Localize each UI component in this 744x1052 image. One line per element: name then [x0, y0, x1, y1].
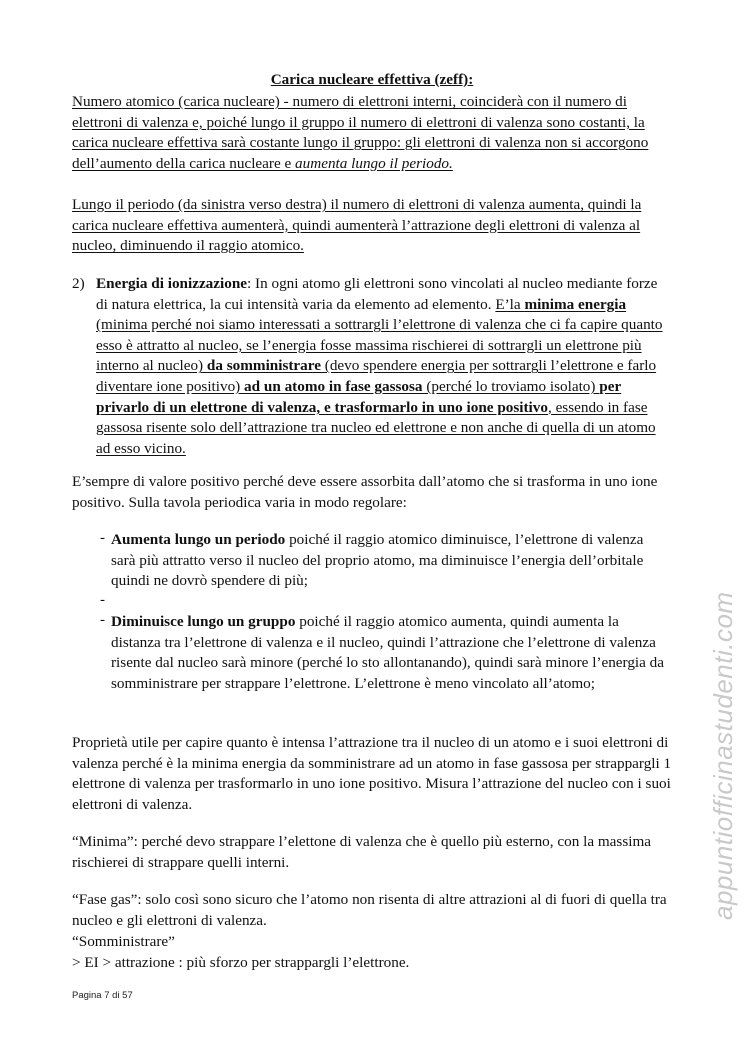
definition-e: (devo spendere energia per sottrargli l’elettrone e farlo diventare ione positivo): [96, 357, 657, 395]
watermark-text: appuntiofficinastudenti.com: [708, 591, 738, 920]
bullet-dash-3: -: [100, 612, 105, 628]
ionization-paragraph: [96, 274, 672, 459]
period-paragraph: Lungo il periodo (da sinistra verso destra) il numero di elettroni di valenza aumenta, quindi la carica nucleare effettiva aumenterà, quindi aumenterà l’attrazione degli elettroni di valenza al nucleo, diminuendo il raggio atomico.: [72, 196, 642, 255]
ionization-intro: : In ogni atomo gli elettroni sono vincolati al nucleo mediante forze di natura elettrica, la cui intensità varia da elemento ad elemento.: [96, 275, 658, 313]
definition-privarlo: per privarlo di un elettrone di valenza, e trasformarlo in uno ione positivo: [96, 377, 622, 416]
bullet-dash-1: -: [100, 530, 105, 546]
minima-paragraph: “Minima”: perché devo strappare l’elettone di valenza che è quello più esterno, con la massima rischierei di strappare quelli interni.: [72, 833, 652, 871]
definition-c: (minima perché noi siamo interessati a sottrargli l’elettrone di valenza che ci fa capire quanto esso è attratto al nucleo, se l’energia fosse massima rischierei di sottrargli un elettrone più interno al nucleo): [96, 316, 663, 375]
definition-somministrare: da somministrare: [206, 357, 321, 375]
bullet-dash-2: -: [100, 592, 105, 608]
definition-fase-gassosa: ad un atomo in fase gassosa: [244, 377, 423, 395]
fase-gas-paragraph: “Fase gas”: solo così sono sicuro che l’atomo non risenta di altre attrazioni al di fuori di quella tra nucleo e gli elettroni di valenza.: [72, 891, 667, 929]
ionization-heading: Energia di ionizzazione: [96, 275, 248, 292]
somministrare-line: “Somministrare”: [72, 933, 175, 950]
bullet-1-text: poiché il raggio atomico diminuisce, l’elettrone di valenza sarà più attratto verso il nucleo del proprio atomo, ma diminuisce l’energia dell’orbitale quindi ne dovrò spendere di più;: [111, 531, 644, 590]
ei-line: > EI > attrazione : più sforzo per strappargli l’elettrone.: [72, 954, 410, 971]
definition-tail: , essendo in fase gassosa risente solo dell’attrazione tra nucleo ed elettrone e non anche di quella di un atomo ad esso vicino.: [96, 398, 656, 457]
section-title: Carica nucleare effettiva (zeff):: [270, 71, 474, 88]
item-number: 2): [72, 275, 85, 292]
bullet-item-3: [111, 612, 671, 694]
zeff-paragraph: [72, 92, 672, 174]
property-paragraph: Proprietà utile per capire quanto è intensa l’attrazione tra il nucleo di un atomo e i suoi elettroni di valenza perché è la minima energia da somministrare ad un atomo in fase gassosa per strappargli 1 elettrone di valenza per trasformarlo in uno ione positivo. Misura l’attrazione del nucleo con i suoi elettroni di valenza.: [72, 734, 672, 813]
zeff-text: Numero atomico (carica nucleare) - numero di elettroni interni, coinciderà con il numero di elettroni di valenza e, poiché lungo il gruppo il numero di elettroni di valenza sono costanti, la carica nucleare effettiva sarà costante lungo il gruppo: gli elettroni di valenza non si accorgono dell’aumento della carica nucleare e: [72, 93, 649, 172]
bullet-3-text: poiché il raggio atomico aumenta, quindi aumenta la distanza tra l’elettrone di valenza e il nucleo, quindi l’attrazione che l’elettrone di valenza risente dal nucleo sarà minore (perché lo sto allontanando), quindi sarà minore l’energia da somministrare per strappare l’elettrone. L’elettrone è meno vincolato all’atomo;: [111, 613, 665, 692]
bullet-item-1: [111, 530, 671, 592]
definition-g: (perché lo troviamo isolato): [422, 377, 600, 395]
positive-paragraph: E’sempre di valore positivo perché deve essere assorbita dall’atomo che si trasforma in uno ione positivo. Sulla tavola periodica varia in modo regolare:: [72, 473, 658, 511]
bullet-1-bold: Aumenta lungo un periodo: [111, 531, 286, 548]
zeff-italic-text: aumenta lungo il periodo.: [295, 154, 453, 172]
definition-a: E’la: [495, 295, 525, 313]
page-footer: Pagina 7 di 57: [72, 990, 133, 1001]
definition-minima: minima energia: [524, 295, 627, 313]
bullet-3-bold: Diminuisce lungo un gruppo: [111, 613, 296, 630]
